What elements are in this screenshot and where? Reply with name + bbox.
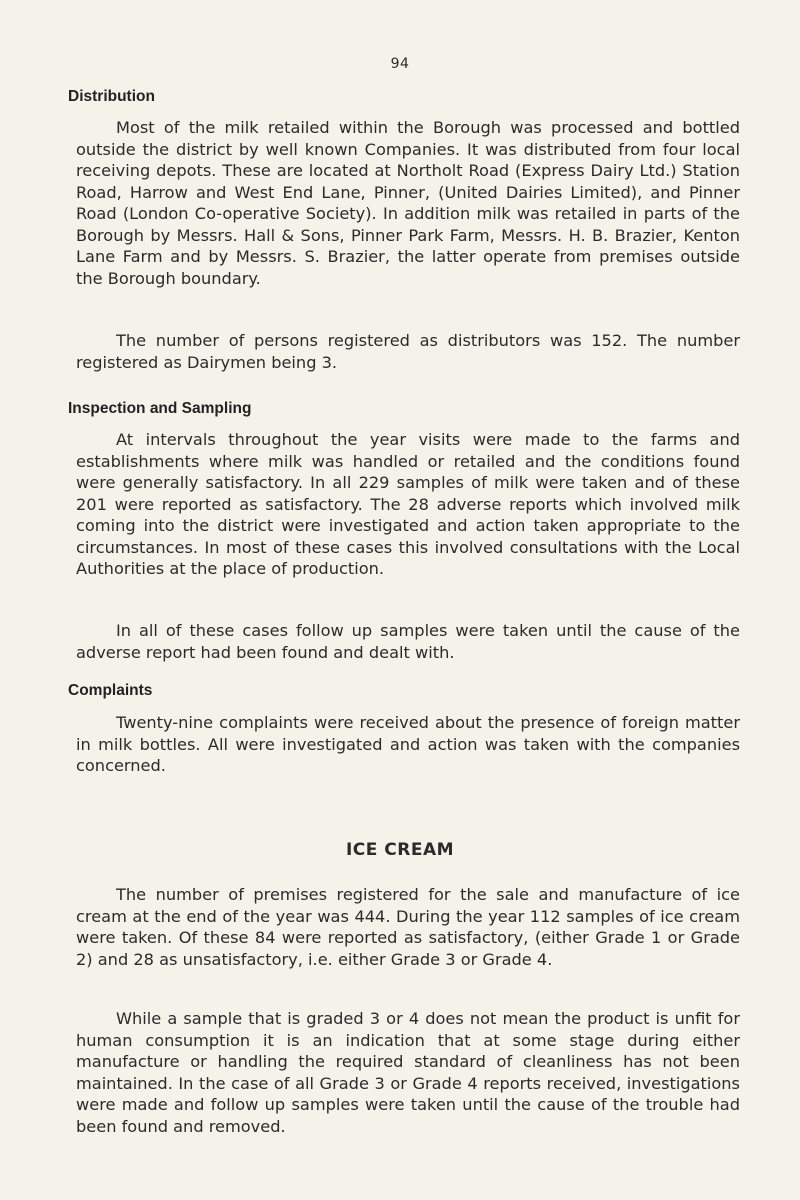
ice-cream-heading: ICE CREAM <box>345 840 455 860</box>
ice-cream-paragraph-2: While a sample that is graded 3 or 4 does not mean the product is unfit for human consumption it is an indication that at some stage during either manufacture or handling the required standard of cleanliness has not been maintained. In the case of all Grade 3 or Grade 4 reports received, investigations were made and follow up samples were taken until the cause of the trouble had been found and removed. <box>76 1009 740 1136</box>
distribution-heading: Distribution <box>68 88 155 105</box>
complaints-paragraph: Twenty-nine complaints were received about the presence of foreign matter in milk bottles. All were investigated and action was taken with the companies concerned. <box>76 713 740 775</box>
inspection-heading: Inspection and Sampling <box>68 400 252 417</box>
complaints-heading: Complaints <box>68 682 153 699</box>
inspection-paragraph-1: At intervals throughout the year visits were made to the farms and establishments where milk was handled or retailed and the conditions found were generally satisfactory. In all 229 samples of milk were taken and of these 201 were reported as satisfactory. The 28 adverse reports which involved milk coming into the district were investigated and action taken appropriate to the circumstances. In most of these cases this involved consultations with the Local Authorities at the place of production. <box>76 430 740 578</box>
distribution-paragraph-2: The number of persons registered as distributors was 152. The number registered as Dairymen being 3. <box>76 331 740 372</box>
page-number: 94 <box>390 56 410 72</box>
ice-cream-paragraph-1: The number of premises registered for the sale and manufacture of ice cream at the end of the year was 444. During the year 112 samples of ice cream were taken. Of these 84 were reported as satisfactory, (either Grade 1 or Grade 2) and 28 as unsatisfactory, i.e. either Grade 3 or Grade 4. <box>76 885 740 969</box>
inspection-paragraph-2: In all of these cases follow up samples were taken until the cause of the adverse report had been found and dealt with. <box>76 621 740 662</box>
distribution-paragraph-1: Most of the milk retailed within the Borough was processed and bottled outside the district by well known Companies. It was distributed from four local receiving depots. These are located at Northolt Road (Express Dairy Ltd.) Station Road, Harrow and West End Lane, Pinner, (United Dairies Limited), and Pinner Road (London Co-operative Society). In addition milk was retailed in parts of the Borough by Messrs. Hall & Sons, Pinner Park Farm, Messrs. H. B. Brazier, Kenton Lane Farm and by Messrs. S. Brazier, the latter operate from premises outside the Borough boundary. <box>76 118 740 288</box>
